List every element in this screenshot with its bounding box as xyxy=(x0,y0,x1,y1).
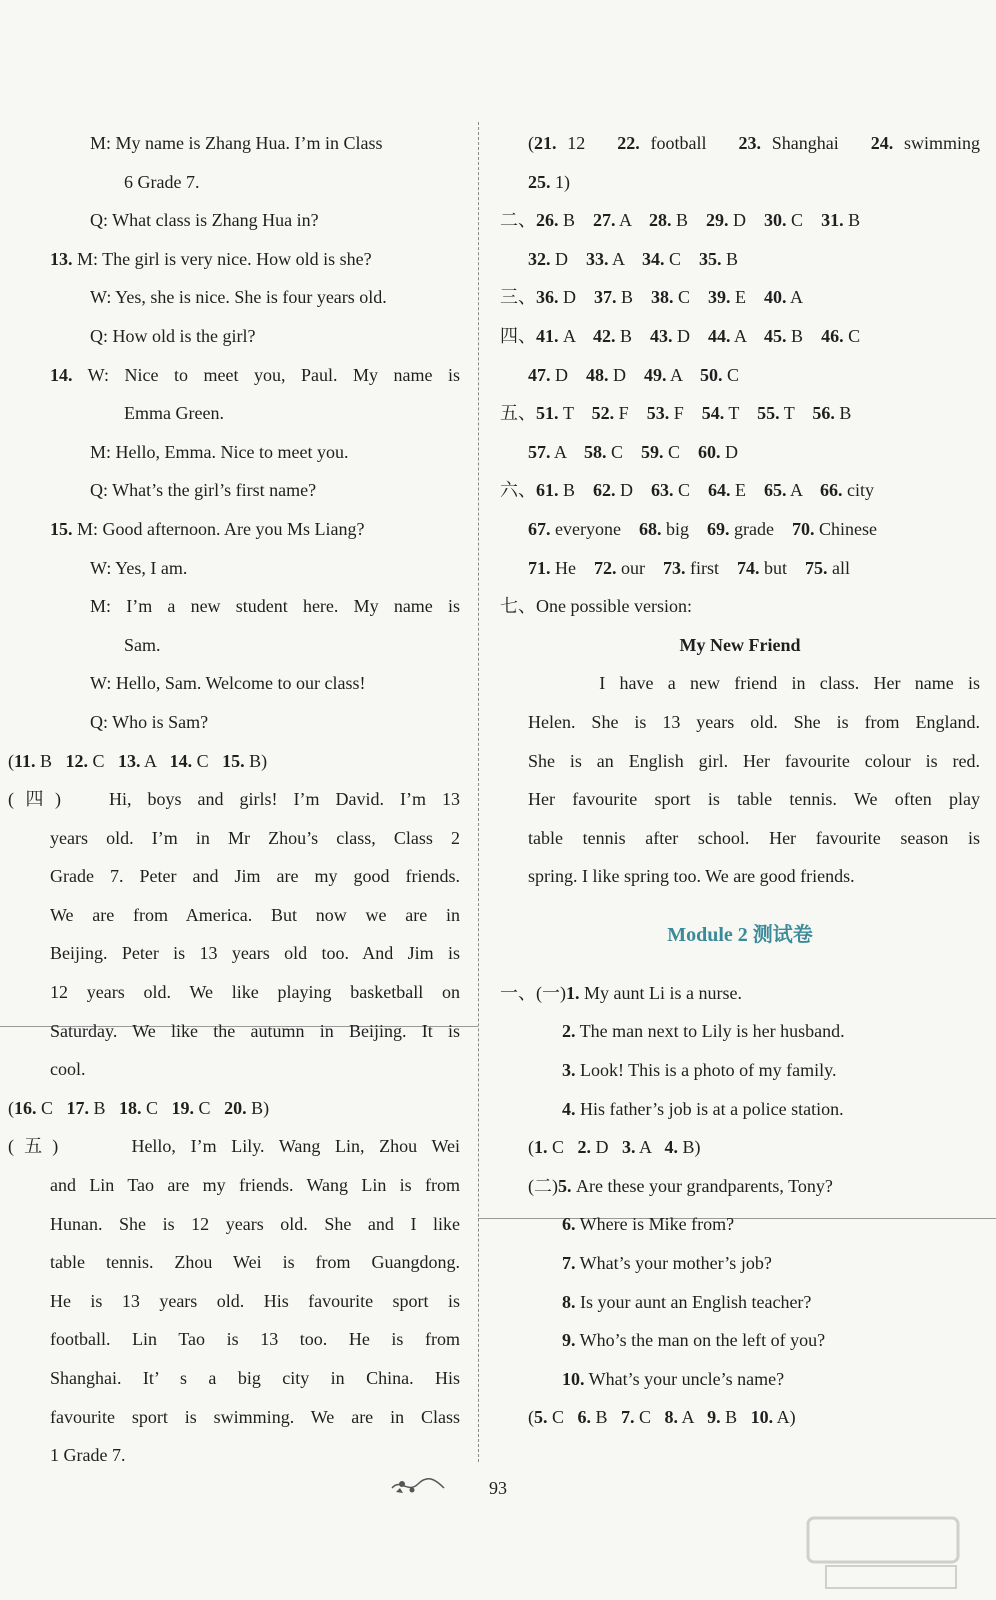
left-column-line: 1 Grade 7. xyxy=(50,1445,126,1466)
right-column-top-line: 25. 1) xyxy=(528,171,570,192)
right-column-top-line: My New Friend xyxy=(679,634,801,655)
right-column-bottom-line: 3. Look! This is a photo of my family. xyxy=(562,1060,837,1081)
right-column-top-line: table tennis after school. Her favourite season is xyxy=(528,827,980,848)
right-column-top-line: She is an English girl. Her favourite colour is red. xyxy=(528,750,980,771)
right-column-top-line: (21. 12 22. football 23. Shanghai 24. swimming xyxy=(528,133,980,153)
module-2-block xyxy=(500,974,980,1437)
right-column-bottom-line: 4. His father’s job is at a police station. xyxy=(562,1098,844,1119)
left-column-line: and Lin Tao are my friends. Wang Lin is from xyxy=(50,1175,460,1196)
page-footer xyxy=(0,1478,996,1499)
module-title: Module 2 测试卷 xyxy=(667,923,813,946)
right-column-top-line: 四、41. A 42. B 43. D 44. A 45. B 46. C xyxy=(500,325,861,346)
right-column-bottom-line: 6. Where is Mike from? xyxy=(562,1214,735,1235)
left-column-line: M: I’m a new student here. My name is xyxy=(90,596,460,617)
right-column-top-line: 71. He 72. our 73. first 74. but 75. all xyxy=(528,557,851,578)
left-column-line: football. Lin Tao is 13 too. He is from xyxy=(50,1329,460,1350)
left-column xyxy=(8,124,460,1475)
right-column-bottom-line: 2. The man next to Lily is her husband. xyxy=(562,1021,845,1042)
left-column-line: 15. M: Good afternoon. Are you Ms Liang? xyxy=(50,518,365,539)
left-column-line: table tennis. Zhou Wei is from Guangdong. xyxy=(50,1252,460,1273)
left-column-line: W: Yes, she is nice. She is four years old. xyxy=(90,287,387,308)
left-column-line: M: My name is Zhang Hua. I’m in Class xyxy=(90,133,383,153)
left-column-line: Q: Who is Sam? xyxy=(90,711,209,732)
right-column xyxy=(500,124,980,1437)
right-column-top-line: Helen. She is 13 years old. She is from England. xyxy=(528,711,980,732)
answer-key-block xyxy=(500,124,980,896)
left-column-line: Grade 7. Peter and Jim are my good friends. xyxy=(50,866,460,887)
left-column-line: Q: What’s the girl’s first name? xyxy=(90,480,317,501)
right-column-bottom-line: (5. C 6. B 7. C 8. A 9. B 10. A) xyxy=(528,1407,796,1428)
page-number: 93 xyxy=(489,1478,507,1498)
left-column-line: 13. M: The girl is very nice. How old is she? xyxy=(50,248,372,269)
column-divider xyxy=(478,122,479,1462)
left-column-line: Shanghai. It’ s a big city in China. His xyxy=(50,1368,460,1388)
left-column-line: W: Yes, I am. xyxy=(90,557,188,578)
right-column-top-line: 六、61. B 62. D 63. C 64. E 65. A 66. city xyxy=(500,480,875,501)
right-column-top-line: 47. D 48. D 49. A 50. C xyxy=(528,364,740,385)
left-column-line: W: Hello, Sam. Welcome to our class! xyxy=(90,673,366,694)
left-column-line: (16. C 17. B 18. C 19. C 20. B) xyxy=(8,1097,270,1118)
left-column-line: (11. B 12. C 13. A 14. C 15. B) xyxy=(8,750,268,771)
left-column-line: (五) Hello, I’m Lily. Wang Lin, Zhou Wei xyxy=(8,1136,460,1157)
right-column-top-line: 二、26. B 27. A 28. B 29. D 30. C 31. B xyxy=(500,210,861,231)
right-column-top-line: 三、36. D 37. B 38. C 39. E 40. A xyxy=(500,287,804,308)
watermark-logo xyxy=(806,1512,976,1592)
left-column-line: Sam. xyxy=(124,634,161,655)
left-column-line: Saturday. We like the autumn in Beijing. It is xyxy=(50,1020,460,1041)
right-column-bottom-line: 9. Who’s the man on the left of you? xyxy=(562,1330,826,1351)
left-column-line: Q: How old is the girl? xyxy=(90,325,256,346)
right-column-bottom-line: 一、(一)1. My aunt Li is a nurse. xyxy=(500,982,742,1003)
right-column-top-line: 57. A 58. C 59. C 60. D xyxy=(528,441,739,462)
left-column-line: 12 years old. We like playing basketball on xyxy=(50,982,460,1003)
left-column-line: 14. W: Nice to meet you, Paul. My name is xyxy=(50,364,460,385)
left-column-line: M: Hello, Emma. Nice to meet you. xyxy=(90,441,349,462)
right-column-top-line: spring. I like spring too. We are good friends. xyxy=(528,866,855,887)
left-column-line: years old. I’m in Mr Zhou’s class, Class 2 xyxy=(50,827,460,848)
left-column-line: cool. xyxy=(50,1059,86,1080)
right-column-top-line: Her favourite sport is table tennis. We often play xyxy=(528,789,980,810)
left-column-line: Beijing. Peter is 13 years old too. And Jim is xyxy=(50,943,460,964)
right-column-top-line: 七、One possible version: xyxy=(500,596,692,617)
left-column-line: Q: What class is Zhang Hua in? xyxy=(90,210,319,231)
right-column-top-line: I have a new friend in class. Her name is xyxy=(528,673,980,694)
right-column-bottom-line: 7. What’s your mother’s job? xyxy=(562,1253,772,1274)
right-column-bottom-line: (1. C 2. D 3. A 4. B) xyxy=(528,1137,701,1158)
left-column-line: 6 Grade 7. xyxy=(124,171,200,192)
right-column-bottom-line: 8. Is your aunt an English teacher? xyxy=(562,1291,812,1312)
left-column-line: We are from America. But now we are in xyxy=(50,904,460,925)
left-column-line: He is 13 years old. His favourite sport is xyxy=(50,1290,460,1311)
left-column-line: Hunan. She is 12 years old. She and I like xyxy=(50,1213,460,1234)
left-column-line: Emma Green. xyxy=(124,403,224,424)
right-column-bottom-line: 10. What’s your uncle’s name? xyxy=(562,1368,785,1389)
left-column-line: (四) Hi, boys and girls! I’m David. I’m 13 xyxy=(8,789,460,810)
right-column-top-line: 67. everyone 68. big 69. grade 70. Chinese xyxy=(528,518,877,539)
right-column-top-line: 五、51. T 52. F 53. F 54. T 55. T 56. B xyxy=(500,403,852,424)
right-column-bottom-line: (二)5. Are these your grandparents, Tony? xyxy=(528,1175,833,1196)
left-column-line: favourite sport is swimming. We are in Class xyxy=(50,1406,460,1427)
right-column-top-line: 32. D 33. A 34. C 35. B xyxy=(528,248,739,269)
